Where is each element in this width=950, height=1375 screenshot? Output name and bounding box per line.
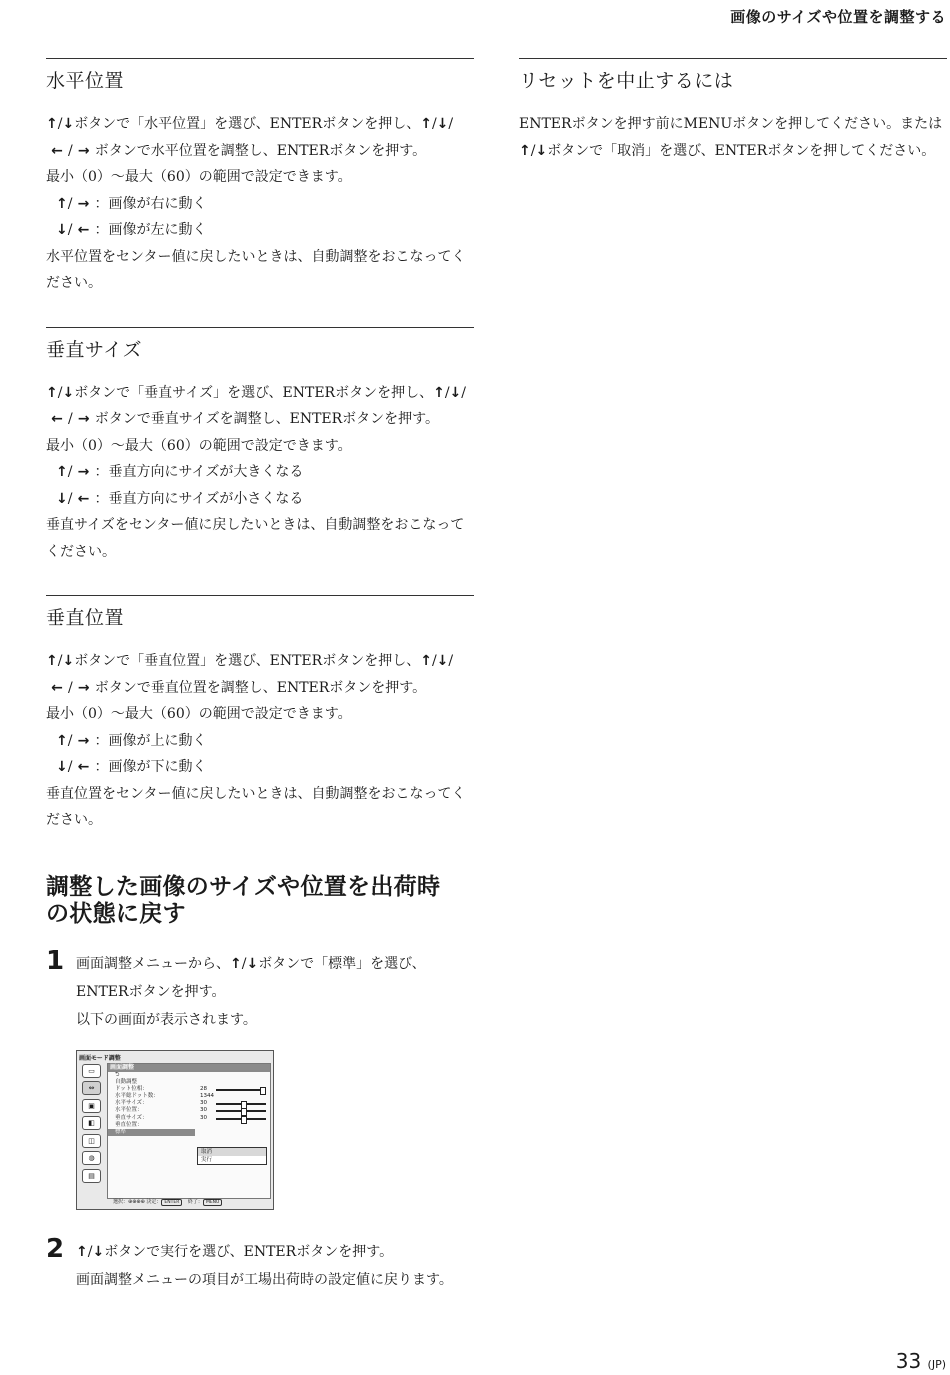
step-2-line-1: ↑/↓ボタンで実行を選び、ENTERボタンを押す。 — [76, 1238, 474, 1266]
text: ：垂直方向にサイズが大きくなる — [94, 464, 304, 480]
instruction-line-1: ↑/↓ボタンで「垂直位置」を選び、ENTERボタンを押し、↑/↓/ — [46, 648, 474, 675]
up-arrow-icon: ↑ — [56, 732, 68, 749]
osd-row — [108, 1115, 270, 1122]
section-rule — [519, 58, 947, 59]
section-rule — [46, 327, 474, 328]
up-arrow-icon: ↑ — [46, 653, 58, 669]
text: ：画像が下に動く — [94, 759, 207, 775]
osd-popup-execute: 実行 — [201, 1156, 213, 1163]
running-head: 画像のサイズや位置を調整する — [730, 8, 946, 26]
text: ボタンで垂直位置を調整し、ENTERボタンを押す。 — [94, 679, 427, 696]
step-2-line-2: 画面調整メニューの項目が工場出荷時の設定値に戻ります。 — [76, 1271, 453, 1288]
down-arrow-icon: ↓ — [535, 142, 548, 159]
reset-cancel-line-1: ENTERボタンを押す前にMENUボタンを押してください。または — [519, 116, 943, 132]
section-title: 垂直位置 — [46, 607, 125, 629]
down-arrow-icon: ↓ — [62, 116, 75, 132]
down-arrow-icon: ↓ — [436, 653, 449, 669]
down-arrow-icon: ↓ — [56, 759, 68, 775]
step-1 — [46, 945, 474, 1210]
text: / — [461, 384, 466, 401]
up-arrow-icon: ↑ — [433, 384, 445, 401]
up-arrow-icon: ↑ — [230, 955, 242, 972]
step-1-line-1: 画面調整メニューから、↑/↓ボタンで「標準」を選び、 — [76, 950, 474, 978]
down-arrow-icon: ↓ — [56, 222, 68, 238]
osd-row — [108, 1107, 270, 1114]
osd-row-label: ドット位相： — [115, 1085, 148, 1092]
screen-adjust-icon: ⇔ — [82, 1081, 101, 1095]
page-number-suffix: (JP) — [927, 1358, 946, 1371]
down-arrow-icon: ↓ — [436, 116, 449, 132]
section-vertical-size — [46, 327, 474, 566]
osd-row-value: 1344 — [200, 1093, 214, 1100]
option-1: ↑/ → ：垂直方向にサイズが大きくなる — [46, 459, 474, 486]
section-rule — [46, 58, 474, 59]
osd-row-value: 30 — [200, 1114, 207, 1121]
right-arrow-icon: → — [77, 732, 90, 749]
right-arrow-icon: → — [77, 411, 90, 427]
section-title: 水平位置 — [46, 70, 125, 92]
down-arrow-icon: ↓ — [449, 384, 462, 401]
left-arrow-icon: ← — [77, 490, 90, 507]
section-rule — [46, 595, 474, 596]
text: ボタンで実行を選び、ENTERボタンを押す。 — [104, 1243, 394, 1260]
osd-back — [108, 1072, 270, 1079]
instruction-line-1: ↑/↓ボタンで「垂直サイズ」を選び、ENTERボタンを押し、↑/↓/ — [46, 380, 474, 407]
osd-slider — [216, 1110, 266, 1112]
info-icon: ▤ — [82, 1169, 101, 1183]
left-column — [46, 58, 474, 1312]
osd-popup-cancel: 取消 — [198, 1148, 266, 1156]
note-text: 垂直位置をセンター値に戻したいときは、自動調整をおこなってください。 — [46, 785, 466, 828]
section-title: 垂直サイズ — [46, 338, 142, 361]
step-1-line-3: 以下の画面が表示されます。 — [76, 1011, 257, 1028]
option-2: ↓/ ← ：垂直方向にサイズが小さくなる — [46, 486, 474, 513]
right-column — [519, 58, 947, 194]
osd-row-label: 自動調整 — [115, 1078, 138, 1085]
up-arrow-icon: ↑ — [420, 653, 432, 669]
osd-row — [108, 1122, 270, 1129]
text: ：画像が左に動く — [94, 222, 207, 238]
picture-icon: ▣ — [82, 1099, 101, 1113]
osd-footer-confirm: 決定： — [146, 1198, 162, 1205]
osd-menu-header: 画面調整 — [108, 1064, 270, 1072]
down-arrow-icon: ↓ — [56, 490, 68, 507]
range-text: 最小（0）～最大（60）の範囲で設定できます。 — [46, 706, 352, 722]
text: ：画像が右に動く — [94, 195, 207, 212]
text: 画面調整メニューから、 — [76, 955, 230, 972]
text: / — [448, 653, 454, 669]
down-arrow-icon: ↓ — [92, 1243, 105, 1260]
osd-menu — [107, 1063, 271, 1199]
reset-heading — [46, 874, 474, 928]
section-vertical-position — [46, 595, 474, 834]
reset-cancel-line-2: ↑/↓ボタンで「取消」を選び、ENTERボタンを押してください。 — [519, 138, 947, 165]
text: ボタンで「垂直位置」を選び、ENTERボタンを押し、 — [74, 653, 421, 669]
instruction-line-1: ↑/↓ボタンで「水平位置」を選び、ENTERボタンを押し、↑/↓/ — [46, 111, 474, 138]
note-text: 垂直サイズをセンター値に戻したいときは、自動調整をおこなってください。 — [46, 517, 465, 560]
section-reset-cancel — [519, 58, 947, 164]
osd-slider — [216, 1118, 266, 1120]
osd-popup — [197, 1147, 267, 1165]
step-number: 1 — [46, 945, 65, 976]
osd-footer — [113, 1198, 226, 1206]
up-arrow-icon: ↑ — [519, 142, 531, 159]
text: ボタンで「水平位置」を選び、ENTERボタンを押し、 — [74, 116, 421, 132]
osd-screen-image — [76, 1050, 274, 1210]
osd-row-label: 標準 — [115, 1129, 127, 1135]
step-2 — [46, 1233, 474, 1294]
osd-row-label: 垂直位置： — [115, 1121, 143, 1128]
down-arrow-icon: ↓ — [246, 955, 259, 972]
up-arrow-icon: ↑ — [56, 464, 68, 480]
note-text: 水平位置をセンター値に戻したいときは、自動調整をおこなってください。 — [46, 248, 466, 291]
color-icon: ◍ — [82, 1151, 101, 1165]
text: ボタンで「垂直サイズ」を選び、ENTERボタンを押し、 — [74, 384, 434, 401]
input-icon: ◫ — [82, 1134, 101, 1148]
osd-menu-key: MENU — [203, 1199, 222, 1206]
left-arrow-icon: ← — [77, 222, 90, 238]
right-arrow-icon: → — [77, 142, 90, 159]
osd-slider — [216, 1103, 266, 1105]
osd-row — [108, 1086, 270, 1093]
option-1: ↑/ → ：画像が上に動く — [46, 728, 474, 755]
reset-heading-line-1: 調整した画像のサイズや位置を出荷時 — [46, 873, 441, 900]
page-number-value: 33 — [895, 1349, 922, 1373]
text: ボタンで水平位置を調整し、ENTERボタンを押す。 — [94, 142, 427, 159]
osd-nav-keys-icon: ⊕⊕⊕⊕ — [128, 1198, 147, 1205]
osd-row-value: 28 — [200, 1085, 207, 1092]
left-arrow-icon: ← — [77, 759, 90, 775]
settings-icon: ◧ — [82, 1116, 101, 1130]
range-text: 最小（0）～最大（60）の範囲で設定できます。 — [46, 437, 352, 454]
step-number: 2 — [46, 1233, 65, 1264]
osd-title: 画面モード調整 — [79, 1054, 121, 1062]
instruction-line-2: ← / → ボタンで水平位置を調整し、ENTERボタンを押す。 — [46, 138, 474, 165]
down-arrow-icon: ↓ — [62, 653, 75, 669]
text: ：画像が上に動く — [94, 732, 207, 749]
option-2: ↓/ ← ：画像が左に動く — [46, 217, 474, 244]
text: ボタンで垂直サイズを調整し、ENTERボタンを押す。 — [94, 411, 440, 427]
up-arrow-icon: ↑ — [56, 195, 68, 212]
section-title: リセットを中止するには — [519, 70, 734, 92]
osd-footer-end: 終了： — [187, 1198, 203, 1205]
right-arrow-icon: → — [77, 464, 90, 480]
right-arrow-icon: → — [77, 679, 90, 696]
osd-row-label: 水平総ドット数： — [115, 1093, 159, 1100]
option-2: ↓/ ← ：画像が下に動く — [46, 754, 474, 781]
osd-footer-select: 選択： — [113, 1198, 129, 1205]
text: ：垂直方向にサイズが小さくなる — [94, 490, 304, 507]
left-arrow-icon: ← — [51, 679, 63, 696]
text: / — [448, 116, 454, 132]
osd-row-label: 垂直サイズ： — [115, 1114, 148, 1121]
step-1-line-2: ENTERボタンを押す。 — [76, 983, 226, 1000]
section-horizontal-position — [46, 58, 474, 297]
osd-row-label: 水平サイズ： — [115, 1100, 148, 1107]
up-arrow-icon: ↑ — [46, 384, 58, 401]
left-arrow-icon: ← — [51, 142, 63, 159]
reset-heading-line-2: の状態に戻す — [46, 900, 186, 927]
osd-slider — [216, 1089, 266, 1091]
osd-row-value: 30 — [200, 1100, 207, 1107]
up-arrow-icon: ↑ — [46, 116, 58, 132]
instruction-line-2: ← / → ボタンで垂直位置を調整し、ENTERボタンを押す。 — [46, 675, 474, 702]
osd-row-selected — [108, 1129, 195, 1136]
option-1: ↑/ → ：画像が右に動く — [46, 191, 474, 218]
back-icon: ⮌ — [115, 1071, 120, 1078]
osd-sidebar — [80, 1064, 105, 1194]
down-arrow-icon: ↓ — [62, 384, 75, 401]
monitor-icon: ▭ — [82, 1064, 101, 1078]
text: ボタンで「取消」を選び、ENTERボタンを押してください。 — [547, 142, 936, 159]
range-text: 最小（0）～最大（60）の範囲で設定できます。 — [46, 169, 352, 185]
osd-row — [108, 1079, 270, 1086]
up-arrow-icon: ↑ — [76, 1243, 88, 1260]
page-number — [896, 1349, 946, 1373]
instruction-line-2: ← / → ボタンで垂直サイズを調整し、ENTERボタンを押す。 — [46, 406, 474, 433]
osd-row-value: 30 — [200, 1107, 207, 1114]
osd-row-label: 水平位置： — [115, 1107, 143, 1114]
up-arrow-icon: ↑ — [420, 116, 432, 132]
right-arrow-icon: → — [77, 195, 90, 212]
left-arrow-icon: ← — [51, 411, 63, 427]
text: ボタンで「標準」を選び、 — [258, 955, 426, 972]
osd-enter-key: ENTER — [161, 1199, 182, 1206]
